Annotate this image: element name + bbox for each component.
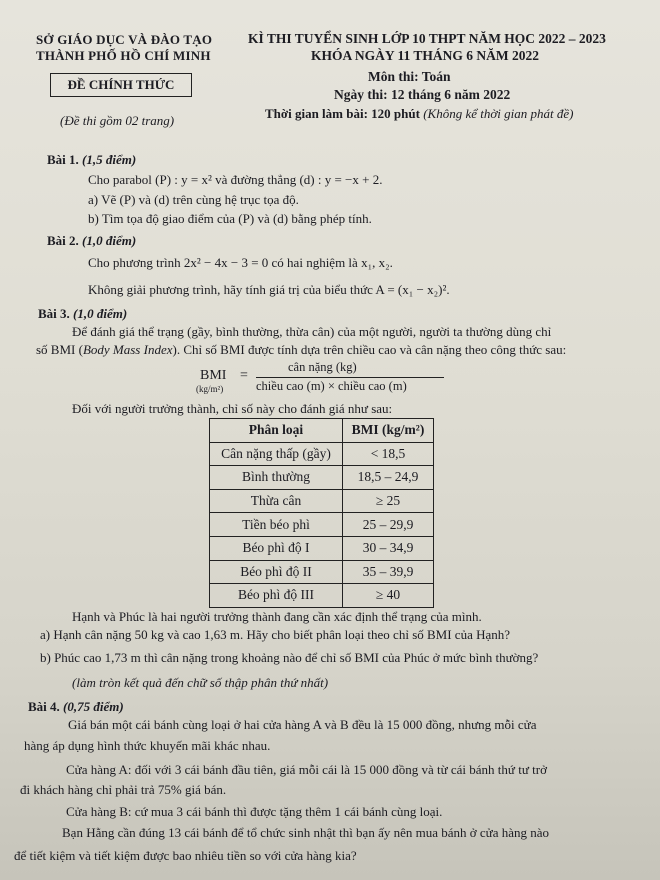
bai2-question: Không giải phương trình, hãy tính giá trị của biểu thức A = (x₁ − x₂)². [88,282,450,297]
bai3-rounding-note: (làm tròn kết quả đến chữ số thập phân thứ nhất) [72,675,329,690]
bai1-intro: Cho parabol (P) : y = x² và đường thẳng (d) : y = −x + 2. [88,172,383,187]
bai4-paragraph-1-line-2: hàng áp dụng hình thức khuyến mãi khác nhau. [24,738,271,753]
table-row [210,560,434,584]
department-line-2: THÀNH PHỐ HỒ CHÍ MINH [36,48,211,63]
formula-equals: = [240,368,248,383]
row-bmi-range: 18,5 – 24,9 [343,466,434,490]
bai4-paragraph-1-line-1: Giá bán một cái bánh cùng loại ở hai cửa hàng A và B đều là 15 000 đồng, nhưng mỗi cửa [68,717,537,732]
bai3-part-a: a) Hạnh cân nặng 50 kg và cao 1,63 m. Hãy cho biết phân loại theo chỉ số BMI của Hạnh? [40,627,511,642]
bai3-paragraph-line-1: Để đánh giá thể trạng (gầy, bình thường, thừa cân) của một người, người ta thường dùng chỉ [72,324,552,339]
table-header-row [210,419,434,443]
row-classification: Cân nặng thấp (gầy) [210,442,343,466]
bai4-points: (0,75 điểm) [63,699,124,714]
bai4-heading [28,699,124,715]
bai2-intro: Cho phương trình 2x² − 4x − 3 = 0 có hai nghiệm là x₁, x₂. [88,255,393,270]
bai3-part-b: b) Phúc cao 1,73 m thì cân nặng trong khoảng nào để chỉ số BMI của Phúc ở mức bình thường? [40,650,539,665]
row-bmi-range: 35 – 39,9 [343,560,434,584]
formula-denominator: chiều cao (m) × chiều cao (m) [256,379,407,393]
formula-numerator: cân nặng (kg) [288,360,357,374]
row-bmi-range: 30 – 34,9 [343,536,434,560]
row-classification: Tiền béo phì [210,513,343,537]
bmi-table [209,418,434,608]
row-classification: Béo phì độ II [210,560,343,584]
row-bmi-range: < 18,5 [343,442,434,466]
bai4-paragraph-4-line-2: để tiết kiệm và tiết kiệm được bao nhiêu tiền so với cửa hàng kia? [14,848,357,863]
formula-lhs: BMI [200,368,227,383]
bmi-formula [196,360,456,396]
row-bmi-range: ≥ 25 [343,489,434,513]
bai1-part-b: b) Tìm tọa độ giao điểm của (P) và (d) bằng phép tính. [88,211,372,226]
exam-date: Ngày thi: 12 tháng 6 năm 2022 [334,87,511,102]
time-label: Thời gian làm bài: 120 phút [265,106,420,121]
bai1-heading [47,152,136,168]
formula-unit: (kg/m²) [196,384,224,394]
bai4-title: Bài 4. [28,699,60,714]
table-row [210,536,434,560]
bai3-line2-post: ). Chỉ số BMI được tính dựa trên chiều cao và cân nặng theo công thức sau: [172,342,567,357]
header-bmi: BMI (kg/m²) [343,419,434,443]
fraction-bar [256,377,444,378]
table-row [210,466,434,490]
time-allowed [265,106,573,122]
bai3-heading [38,306,127,322]
bai3-points: (1,0 điểm) [73,306,128,321]
table-row [210,442,434,466]
bai2-heading [47,233,136,249]
exam-subject: Môn thi: Toán [368,69,451,84]
table-intro: Đối với người trưởng thành, chỉ số này cho đánh giá như sau: [72,401,393,416]
pages-note: (Đề thi gồm 02 trang) [60,113,175,128]
official-badge: ĐỀ CHÍNH THỨC [50,73,192,97]
bai2-title: Bài 2. [47,233,79,248]
row-classification: Bình thường [210,466,343,490]
bai3-after-table: Hạnh và Phúc là hai người trưởng thành đang cần xác định thể trạng của mình. [72,609,482,624]
bai1-points: (1,5 điểm) [82,152,137,167]
time-note: (Không kể thời gian phát đề) [423,106,574,121]
bai4-paragraph-2-line-1: Cửa hàng A: đối với 3 cái bánh đầu tiên, giá mỗi cái là 15 000 đồng và từ cái bánh thứ tư trở [66,762,547,777]
table-row [210,513,434,537]
exam-title: KÌ THI TUYỂN SINH LỚP 10 THPT NĂM HỌC 2022 – 2023 [248,31,606,46]
bai3-line2-pre: số BMI ( [36,342,83,357]
bai4-paragraph-4-line-1: Bạn Hằng cần đúng 13 cái bánh để tổ chức sinh nhật thì bạn ấy nên mua bánh ở cửa hàng nào [62,825,550,840]
row-classification: Béo phì độ I [210,536,343,560]
bai3-line2-italic: Body Mass Index [82,342,173,357]
bai1-part-a: a) Vẽ (P) và (d) trên cùng hệ trục tọa độ. [88,192,299,207]
table-row [210,584,434,608]
table-row [210,489,434,513]
row-bmi-range: 25 – 29,9 [343,513,434,537]
bai1-title: Bài 1. [47,152,79,167]
bai4-paragraph-3: Cửa hàng B: cứ mua 3 cái bánh thì được tặng thêm 1 cái bánh cùng loại. [66,804,443,819]
row-classification: Thừa cân [210,489,343,513]
bai4-paragraph-2-line-2: đi khách hàng chỉ phải trả 75% giá bán. [20,782,227,797]
exam-session: KHÓA NGÀY 11 THÁNG 6 NĂM 2022 [311,48,540,63]
row-bmi-range: ≥ 40 [343,584,434,608]
department-line-1: SỞ GIÁO DỤC VÀ ĐÀO TẠO [36,32,213,47]
bai3-title: Bài 3. [38,306,70,321]
bai3-paragraph-line-2 [36,342,566,358]
row-classification: Béo phì độ III [210,584,343,608]
bai2-points: (1,0 điểm) [82,233,137,248]
header-classification: Phân loại [210,419,343,443]
